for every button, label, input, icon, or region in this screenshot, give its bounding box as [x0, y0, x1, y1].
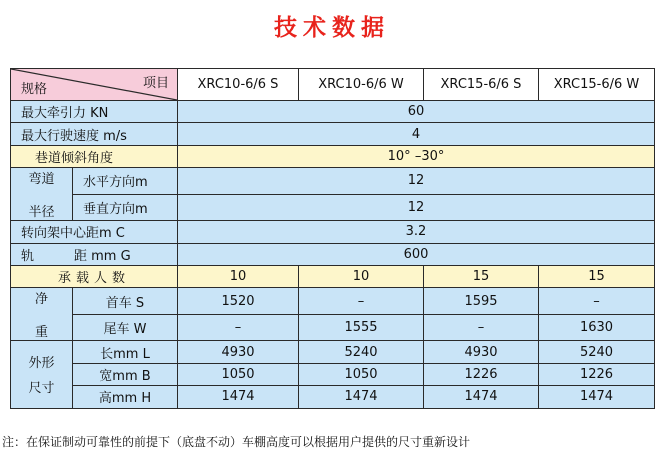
model-header: XRC15-6/6 W — [539, 69, 655, 101]
row-label: 长mm L — [73, 341, 178, 363]
row-value: – — [539, 288, 655, 315]
footnote: 注：在保证制动可靠性的前提下（底盘不动）车棚高度可以根据用户提供的尺寸重新设计 — [2, 435, 471, 449]
group-label-line: 外形 — [28, 356, 55, 372]
row-value: 4 — [178, 123, 655, 145]
row-label: 水平方向m — [73, 168, 178, 195]
table-row — [11, 386, 655, 408]
row-value: 3.2 — [178, 221, 655, 243]
row-label: 转向架中心距m C — [11, 221, 178, 243]
group-label-line: 尺寸 — [28, 381, 55, 397]
gauge-label-a: 轨 — [21, 248, 35, 264]
row-value: 15 — [539, 265, 655, 287]
table-row — [11, 288, 655, 315]
row-label: 垂直方向m — [73, 194, 178, 221]
header-item-label: 项目 — [142, 76, 169, 91]
header-spec-label: 规格 — [21, 82, 48, 97]
table-row — [11, 145, 655, 167]
row-label: 最大牵引力 KN — [11, 101, 178, 123]
group-label-line: 弯道 — [28, 172, 55, 188]
gauge-label-b: 距 mm G — [74, 248, 131, 264]
spec-table — [10, 68, 655, 409]
table-header-row — [11, 69, 655, 101]
table-row — [11, 194, 655, 221]
row-value: 5240 — [539, 341, 655, 363]
group-label-line: 重 — [34, 325, 48, 341]
group-label-line: 半径 — [28, 205, 55, 221]
row-value: 12 — [178, 168, 655, 195]
table-row — [11, 363, 655, 385]
row-value: 10° –30° — [178, 145, 655, 167]
row-value: 1474 — [424, 386, 539, 408]
row-label: 首车 S — [73, 288, 178, 315]
row-value: 600 — [178, 243, 655, 265]
table-row — [11, 168, 655, 195]
row-value: 1474 — [539, 386, 655, 408]
row-label — [11, 243, 178, 265]
row-label: 巷道倾斜角度 — [11, 145, 178, 167]
table-row — [11, 314, 655, 341]
row-label: 尾车 W — [73, 314, 178, 341]
row-value: 1474 — [178, 386, 299, 408]
model-header: XRC10-6/6 W — [299, 69, 424, 101]
row-value: 12 — [178, 194, 655, 221]
row-label: 宽mm B — [73, 363, 178, 385]
row-value: 1226 — [539, 363, 655, 385]
table-row — [11, 243, 655, 265]
group-label-line: 净 — [34, 292, 48, 308]
row-value: 1630 — [539, 314, 655, 341]
row-value: 1226 — [424, 363, 539, 385]
row-value: 4930 — [424, 341, 539, 363]
row-value: 1050 — [299, 363, 424, 385]
row-value: – — [299, 288, 424, 315]
page-title: 技术数据 — [274, 14, 390, 41]
row-value: 5240 — [299, 341, 424, 363]
row-label: 承载人数 — [11, 265, 178, 287]
row-value: – — [178, 314, 299, 341]
model-header: XRC10-6/6 S — [178, 69, 299, 101]
table-row — [11, 341, 655, 363]
row-value: 15 — [424, 265, 539, 287]
row-value: 1520 — [178, 288, 299, 315]
curve-radius-group-label — [11, 168, 73, 221]
table-row — [11, 123, 655, 145]
dimensions-group-label — [11, 341, 73, 408]
row-value: – — [424, 314, 539, 341]
row-value: 10 — [299, 265, 424, 287]
table-row — [11, 101, 655, 123]
row-value: 10 — [178, 265, 299, 287]
row-value: 1474 — [299, 386, 424, 408]
row-value: 1555 — [299, 314, 424, 341]
row-label: 最大行驶速度 m/s — [11, 123, 178, 145]
row-label: 高mm H — [73, 386, 178, 408]
row-value: 4930 — [178, 341, 299, 363]
table-row — [11, 265, 655, 287]
row-value: 1595 — [424, 288, 539, 315]
table-row — [11, 221, 655, 243]
row-value: 60 — [178, 101, 655, 123]
model-header: XRC15-6/6 S — [424, 69, 539, 101]
net-weight-group-label — [11, 288, 73, 341]
header-diagonal-cell — [11, 69, 178, 101]
row-value: 1050 — [178, 363, 299, 385]
